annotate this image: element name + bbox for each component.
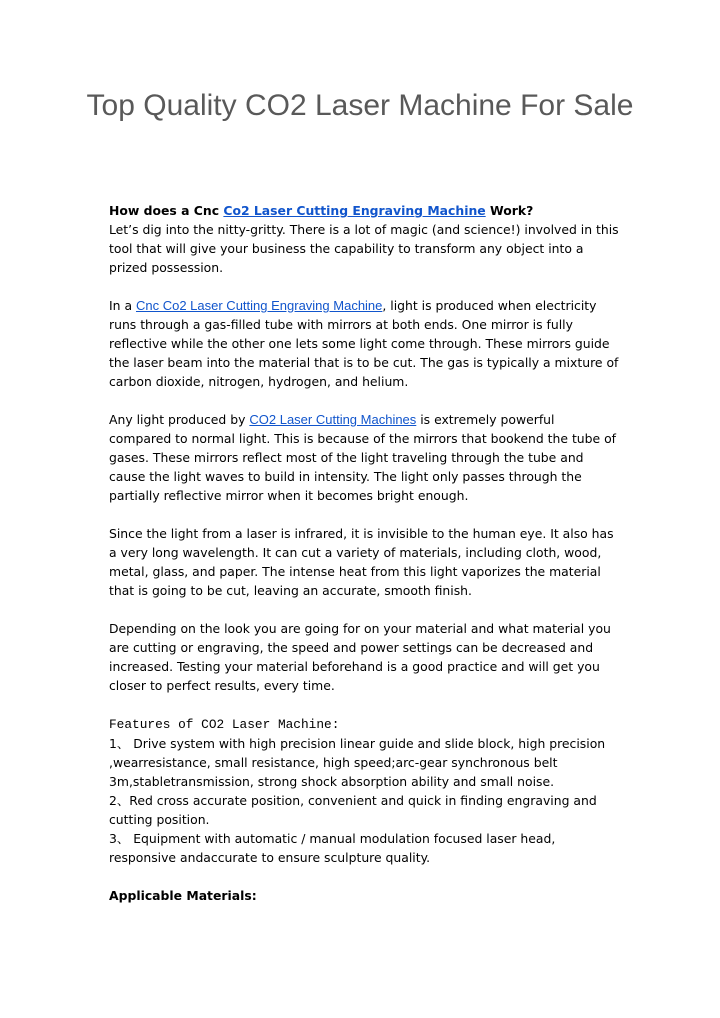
materials-heading: Applicable Materials:: [109, 888, 257, 903]
article-body: [109, 201, 619, 924]
how-it-works-paragraph: [109, 296, 619, 391]
intro-text: Let’s dig into the nitty-gritty. There is a lot of magic (and science!) involved in this tool that will give your business the capability to transform any object into a prized possession.: [109, 222, 619, 275]
feature-item: 1、 Drive system with high precision linear guide and slide block, high precision ,wearresistance, small resistance, high speed;arc-gear synchronous belt 3m,stabletransmission, strong shock absorption ability and small noise.: [109, 736, 606, 789]
intro-heading-text: How does a Cnc: [109, 203, 224, 218]
intro-paragraph: [109, 201, 619, 277]
page-title: Top Quality CO2 Laser Machine For Sale: [86, 89, 634, 122]
light-power-paragraph: [109, 410, 619, 505]
p3-prefix: Any light produced by: [109, 412, 250, 427]
intro-heading: [109, 203, 533, 218]
feature-item: 2、Red cross accurate position, convenient and quick in finding engraving and cutting position.: [109, 793, 597, 827]
feature-item: 3、 Equipment with automatic / manual modulation focused laser head, responsive andaccurate to ensure sculpture quality.: [109, 831, 556, 865]
features-section: [109, 714, 619, 867]
cnc-laser-machine-link[interactable]: Cnc Co2 Laser Cutting Engraving Machine: [135, 298, 383, 313]
materials-section: [109, 886, 619, 905]
settings-paragraph: Depending on the look you are going for on your material and what material you are cutting or engraving, the speed and power settings can be decreased and increased. Testing your material beforehand is a good practice and will get you closer to perfect results, every time.: [109, 621, 611, 693]
intro-heading-suffix: Work?: [485, 203, 534, 218]
features-heading: Features of CO2 Laser Machine:: [109, 717, 340, 732]
p2-text: , light is produced when electricity runs through a gas-filled tube with mirrors at both ends. One mirror is fully reflective while the other one lets some light come through. These mirrors guide the laser beam into the material that is to be cut. The gas is typically a mixture of carbon dioxide, nitrogen, hydrogen, and helium.: [109, 298, 619, 389]
co2-engraving-machine-link[interactable]: Co2 Laser Cutting Engraving Machine: [223, 203, 486, 218]
p2-prefix: In a: [109, 298, 136, 313]
p3-text: is extremely powerful compared to normal light. This is because of the mirrors that bookend the tube of gases. These mirrors reflect most of the light traveling through the tube and cause the light waves to build in intensity. The light only passes through the partially reflective mirror when it becomes bright enough.: [109, 412, 617, 503]
infrared-paragraph: Since the light from a laser is infrared, it is invisible to the human eye. It also has a very long wavelength. It can cut a variety of materials, including cloth, wood, metal, glass, and paper. The intense heat from this light vaporizes the material that is going to be cut, leaving an accurate, smooth finish.: [109, 526, 614, 598]
co2-cutting-machines-link[interactable]: CO2 Laser Cutting Machines: [249, 412, 417, 427]
